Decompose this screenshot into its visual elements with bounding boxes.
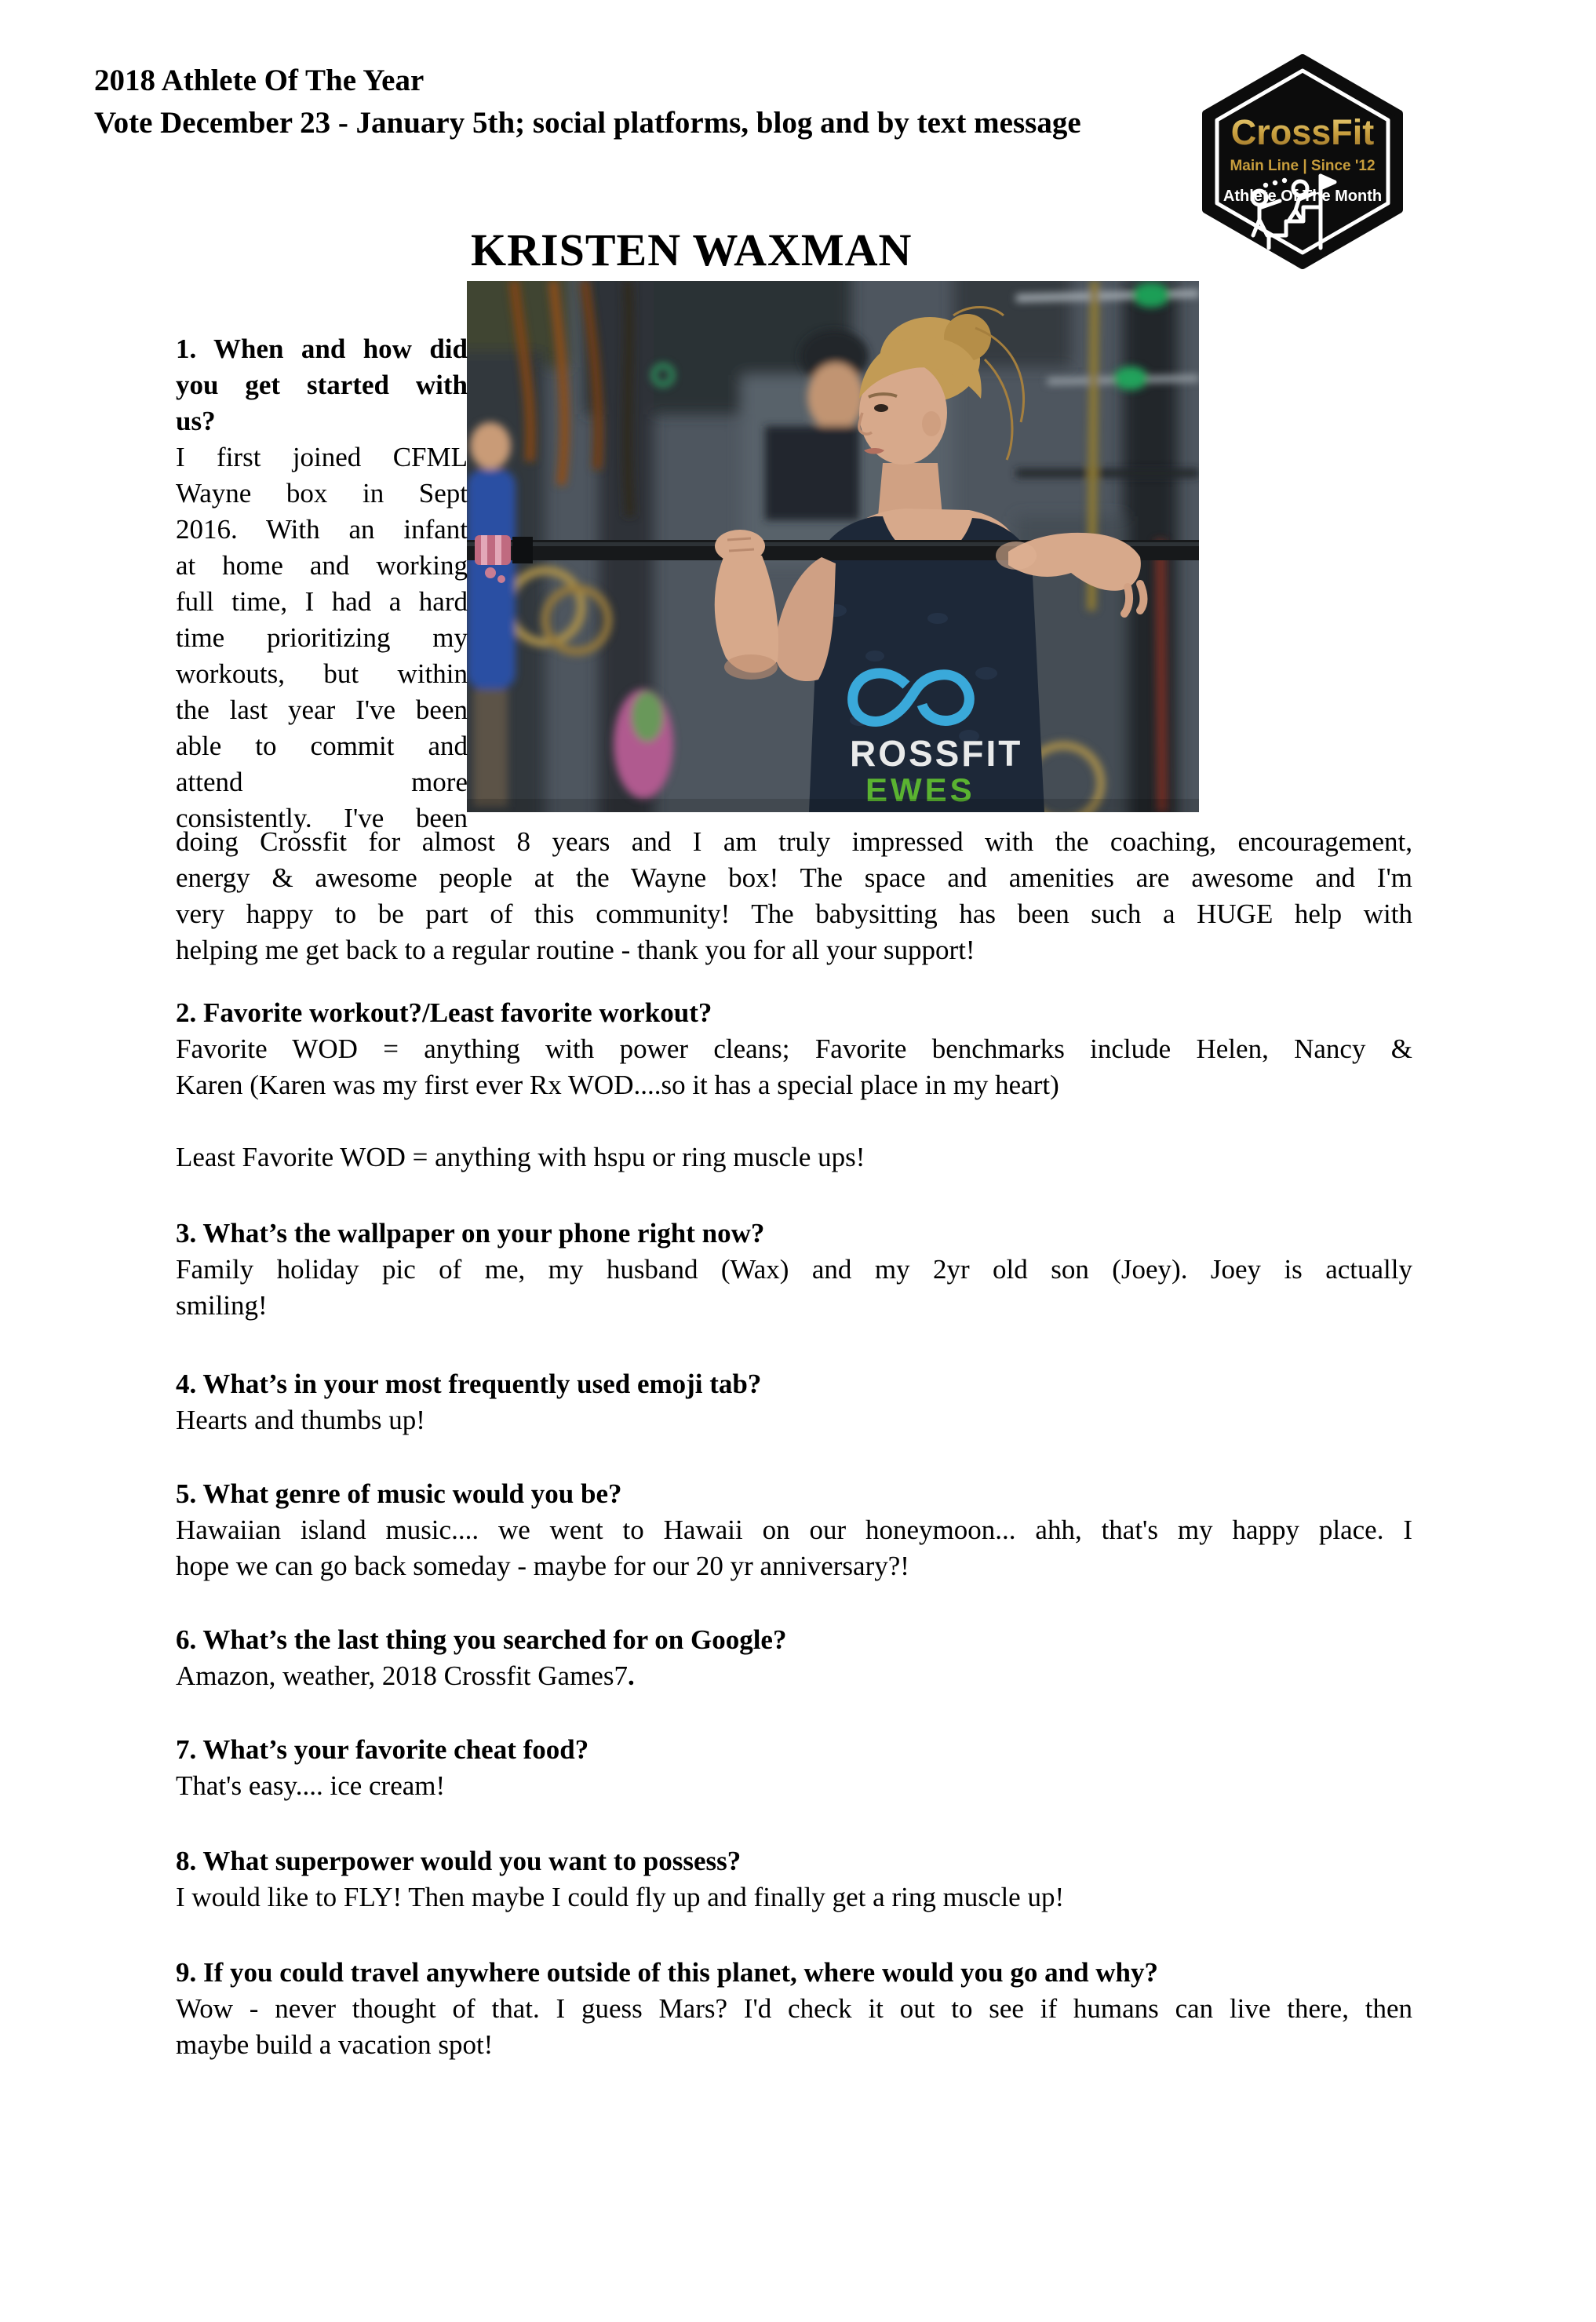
- text-line: hope we can go back someday - maybe for our 20 yr anniversary?!: [176, 1551, 909, 1581]
- bystander-blue-shirt: [467, 469, 516, 689]
- question-1-answer-continuation: [176, 824, 1412, 968]
- text-line: Hawaiian island music.... we went to Hawaii on our honeymoon... ahh, that's my happy place. I: [176, 1515, 1412, 1545]
- crossfit-badge: [1192, 52, 1413, 272]
- text-line: consistently. I've been: [176, 803, 468, 833]
- question-7-answer: [176, 1768, 1412, 1804]
- qa-block-4: [176, 1366, 1412, 1438]
- tank-text-top: ROSSFIT: [850, 733, 1023, 774]
- question-3-answer: [176, 1252, 1412, 1324]
- masthead-line1: 2018 Athlete Of The Year: [94, 64, 425, 97]
- text-line: Hearts and thumbs up!: [176, 1405, 425, 1435]
- athlete-photo: [467, 281, 1199, 812]
- text-line: Wayne box in Sept: [176, 478, 468, 509]
- page-title: KRISTEN WAXMAN: [471, 224, 913, 275]
- masthead: [94, 60, 1081, 144]
- masthead-line2: Vote December 23 - January 5th; social platforms, blog and by text message: [94, 106, 1081, 140]
- question-8-heading: 8. What superpower would you want to possess?: [176, 1846, 742, 1876]
- athlete-photo-illustration: [467, 281, 1199, 812]
- text-line: Wow - never thought of that. I guess Mars? I'd check it out to see if humans can live there, then: [176, 1993, 1412, 2024]
- text-line: That's easy.... ice cream!: [176, 1770, 446, 1801]
- text-line: I first joined CFML: [176, 442, 468, 472]
- text-line: us?: [176, 406, 216, 436]
- tank-text-bottom: EWES: [865, 771, 975, 808]
- badge-program-text: Athlete Of The Month: [1223, 188, 1383, 205]
- question-3-heading: 3. What’s the wallpaper on your phone right now?: [176, 1218, 765, 1248]
- text-line: Family holiday pic of me, my husband (Wax) and my 2yr old son (Joey). Joey is actually: [176, 1254, 1412, 1285]
- question-7-heading: 7. What’s your favorite cheat food?: [176, 1734, 589, 1765]
- qa-block-6: [176, 1622, 1412, 1694]
- qa-block-5: [176, 1476, 1412, 1584]
- text-line: doing Crossfit for almost 8 years and I am truly impressed with the coaching, encouragement,: [176, 826, 1412, 857]
- text-line: Favorite WOD = anything with power cleans; Favorite benchmarks include Helen, Nancy &: [176, 1033, 1412, 1064]
- question-4-answer: [176, 1402, 1412, 1438]
- question-4-heading: 4. What’s in your most frequently used emoji tab?: [176, 1369, 762, 1399]
- text-line: I would like to FLY! Then maybe I could fly up and finally get a ring muscle up!: [176, 1882, 1065, 1912]
- text-line: full time, I had a hard: [176, 586, 468, 617]
- text-line: you get started with: [176, 370, 468, 400]
- text-line: maybe build a vacation spot!: [176, 2029, 494, 2060]
- question-8-answer: [176, 1879, 1412, 1916]
- question-6-answer: [176, 1658, 1412, 1694]
- badge-brand-text: CrossFit: [1230, 112, 1375, 152]
- text-line: able to commit and: [176, 731, 468, 761]
- qa-block-8: [176, 1843, 1412, 1916]
- text-line: the last year I've been: [176, 694, 468, 725]
- qa-block-9: [176, 1955, 1412, 2063]
- question-2-answer-2: [176, 1139, 1412, 1176]
- question-6-answer-bold-period: .: [627, 1660, 635, 1691]
- question-9-answer: [176, 1991, 1412, 2063]
- question-9-heading: 9. If you could travel anywhere outside of this planet, where would you go and why?: [176, 1957, 1159, 1988]
- question-6-answer-text: Amazon, weather, 2018 Crossfit Games7: [176, 1660, 628, 1691]
- barbell-pink-tape: [475, 535, 511, 565]
- text-line: attend more: [176, 767, 468, 797]
- text-line: energy & awesome people at the Wayne box! The space and amenities are awesome and I'm: [176, 862, 1412, 893]
- text-line: workouts, but within: [176, 658, 468, 689]
- text-line: very happy to be part of this community! The babysitting has been such a HUGE help with: [176, 899, 1412, 929]
- text-line: smiling!: [176, 1290, 268, 1321]
- crossfit-badge-icon: [1192, 52, 1413, 272]
- qa-block-3: [176, 1216, 1412, 1324]
- text-line: helping me get back to a regular routine - thank you for all your support!: [176, 935, 975, 965]
- question-2-answer: [176, 1031, 1412, 1103]
- question-6-heading: 6. What’s the last thing you searched for on Google?: [176, 1624, 787, 1655]
- green-band-knot: [1132, 283, 1170, 308]
- qa-block-1: [176, 331, 468, 837]
- question-5-answer: [176, 1512, 1412, 1584]
- qa-block-7: [176, 1732, 1412, 1804]
- text-line: 2016. With an infant: [176, 514, 468, 545]
- text-line: at home and working: [176, 550, 468, 581]
- question-5-heading: 5. What genre of music would you be?: [176, 1478, 622, 1509]
- text-line: 1. When and how did: [176, 334, 468, 364]
- question-2-heading: 2. Favorite workout?/Least favorite workout?: [176, 997, 712, 1028]
- question-1-heading: [176, 331, 468, 439]
- text-line: Least Favorite WOD = anything with hspu or ring muscle ups!: [176, 1142, 865, 1172]
- qa-block-2: [176, 995, 1412, 1176]
- question-1-answer-column: [176, 439, 468, 837]
- text-line: time prioritizing my: [176, 622, 468, 653]
- badge-subtitle-text: Main Line | Since '12: [1230, 158, 1376, 174]
- text-line: Karen (Karen was my first ever Rx WOD....so it has a special place in my heart): [176, 1070, 1059, 1100]
